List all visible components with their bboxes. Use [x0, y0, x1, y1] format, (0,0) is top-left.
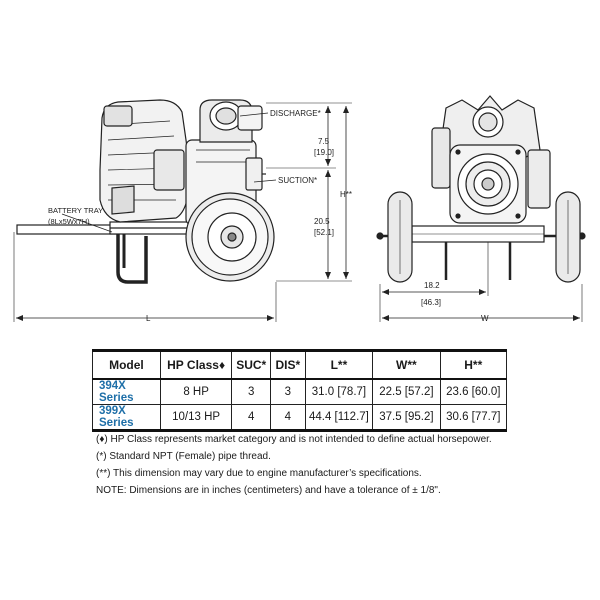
length-label: L	[146, 314, 151, 323]
hp-cell: 10/13 HP	[160, 405, 232, 431]
suction-label: SUCTION*	[278, 176, 318, 185]
dim-top-metric: [19.0]	[314, 148, 335, 157]
table-row	[93, 405, 507, 431]
height-cell: 23.6 [60.0]	[440, 379, 506, 405]
front-dim-metric: [46.3]	[421, 298, 442, 307]
footnote-npt-thread: (*) Standard NPT (Female) pipe thread.	[96, 451, 271, 462]
width-cell: 37.5 [95.2]	[373, 405, 440, 431]
header-discharge: DIS*	[271, 351, 306, 380]
footnote-dimension-variance: (**) This dimension may vary due to engine manufacturer’s specifications.	[96, 468, 422, 479]
discharge-label: DISCHARGE*	[270, 109, 321, 118]
suction-cell: 3	[232, 379, 271, 405]
model-cell[interactable]: 394X Series	[93, 379, 161, 405]
length-cell: 44.4 [112.7]	[305, 405, 373, 431]
width-label: W	[481, 314, 489, 323]
table-header-row	[93, 351, 507, 380]
battery-tray-size: (8Lx5Wx7H)	[48, 217, 90, 226]
dim-bottom-metric: [52.1]	[314, 228, 335, 237]
footnote-hp-class: (♦) HP Class represents market category and is not intended to define actual horsepower.	[96, 434, 492, 445]
model-cell[interactable]: 399X Series	[93, 405, 161, 431]
front-dim-value: 18.2	[424, 281, 440, 290]
footnote-units-tolerance: NOTE: Dimensions are in inches (centimeters) and have a tolerance of ± 1/8".	[96, 485, 441, 496]
table-row	[93, 379, 507, 405]
suction-cell: 4	[232, 405, 271, 431]
header-height: H**	[440, 351, 506, 380]
side-wheel	[186, 193, 274, 281]
battery-tray-label: BATTERY TRAY	[48, 206, 104, 215]
hp-cell: 8 HP	[160, 379, 232, 405]
header-suction: SUC*	[232, 351, 271, 380]
width-cell: 22.5 [57.2]	[373, 379, 440, 405]
discharge-cell: 3	[271, 379, 306, 405]
height-label: H**	[340, 190, 353, 199]
header-hp-class: HP Class♦	[160, 351, 232, 380]
discharge-cell: 4	[271, 405, 306, 431]
header-length: L**	[305, 351, 373, 380]
front-view	[377, 96, 585, 322]
spec-table	[92, 349, 507, 432]
dim-top-value: 7.5	[318, 137, 330, 146]
engine-body	[100, 100, 190, 222]
dim-bottom-value: 20.5	[314, 217, 330, 226]
height-cell: 30.6 [77.7]	[440, 405, 506, 431]
front-pump-housing	[450, 145, 526, 223]
header-width: W**	[373, 351, 440, 380]
footnotes	[96, 431, 536, 499]
length-cell: 31.0 [78.7]	[305, 379, 373, 405]
header-model: Model	[93, 351, 161, 380]
